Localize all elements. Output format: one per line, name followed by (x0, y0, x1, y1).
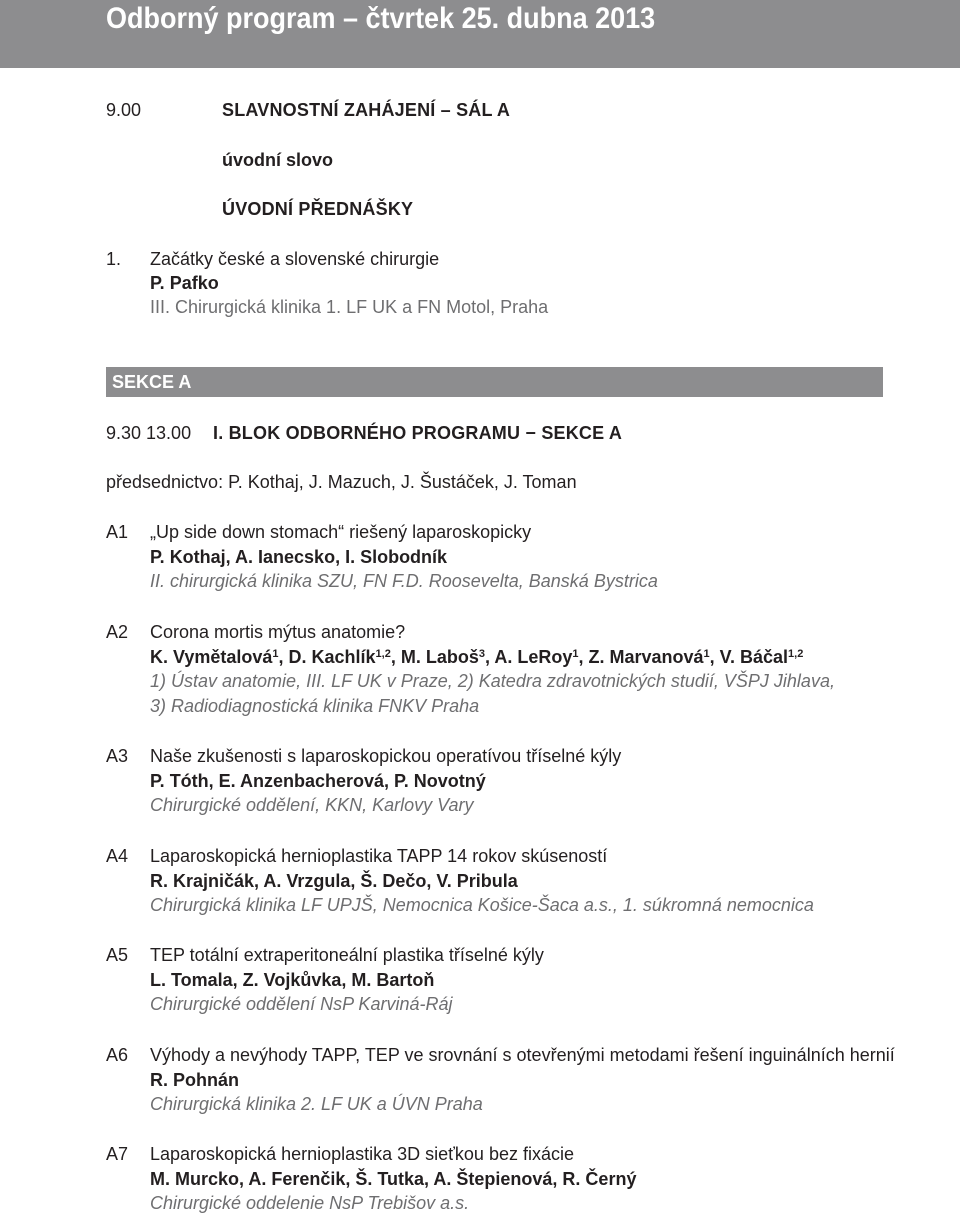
presentation-authors: R. Krajničák, A. Vrzgula, Š. Dečo, V. Pribula (150, 870, 518, 891)
opening-time: 9.00 (106, 100, 142, 120)
presentation-authors: K. Vymětalová$^1$, D. Kachlík$^{1,2}$, M. Laboš$^3$, A. LeRoy$^1$, Z. Marvanová$^1$, V. Báčal$^{1,2}$ (150, 646, 804, 667)
lecture-author: P. Pafko (150, 273, 219, 293)
presentation-item (150, 744, 621, 818)
presentation-id: A3 (106, 746, 129, 766)
presentation-title: Corona mortis mýtus anatomie? (150, 622, 406, 642)
page-title: Odborný program – čtvrtek 25. dubna 2013 (106, 2, 656, 35)
presentation-title: „Up side down stomach“ riešený laparoskopicky (150, 522, 532, 542)
section-bar (106, 367, 883, 397)
presentation-authors: R. Pohnán (150, 1069, 239, 1090)
lecture-number: 1. (106, 249, 122, 269)
opening-speech: úvodní slovo (222, 150, 334, 170)
presentation-id: A5 (106, 945, 129, 965)
presentation-affiliation: Chirurgické oddělení NsP Karviná-Ráj (150, 994, 453, 1014)
presentation-authors: P. Kothaj, A. Ianecsko, I. Slobodník (150, 546, 448, 567)
section-time: 9.30 13.00 (106, 423, 192, 443)
presentation-authors: M. Murcko, A. Ferenčik, Š. Tutka, A. Štepienová, R. Černý (150, 1168, 637, 1189)
presentation-affiliation: 3) Radiodiagnostická klinika FNKV Praha (150, 695, 480, 716)
presentation-affiliation: Chirurgické oddelenie NsP Trebišov a.s. (150, 1193, 470, 1213)
presentation-item (150, 1142, 636, 1216)
lectures-heading: ÚVODNÍ PŘEDNÁŠKY (222, 199, 414, 219)
presentation-title: Naše zkušenosti s laparoskopickou operatívou tříselné kýly (150, 746, 622, 766)
presentation-affiliation: Chirurgická klinika 2. LF UK a ÚVN Praha (150, 1094, 483, 1114)
presentation-affiliation: II. chirurgická klinika SZU, FN F.D. Roosevelta, Banská Bystrica (150, 571, 658, 591)
presentation-item (150, 844, 814, 918)
presentation-item (150, 620, 835, 718)
presentation-affiliation: Chirurgické oddělení, KKN, Karlovy Vary (150, 795, 474, 815)
presentation-item (150, 943, 544, 1017)
presentation-title: Výhody a nevýhody TAPP, TEP ve srovnání s otevřenými metodami řešení inguinálních hernií (150, 1045, 895, 1065)
presentation-item (150, 520, 658, 594)
presentation-title: TEP totální extraperitoneální plastika tříselné kýly (150, 945, 544, 965)
section-label: SEKCE A (112, 372, 192, 392)
presentation-affiliation: Chirurgická klinika LF UPJŠ, Nemocnica Košice-Šaca a.s., 1. súkromná nemocnica (150, 895, 814, 915)
presentation-id: A1 (106, 522, 129, 542)
opening-title: SLAVNOSTNÍ ZAHÁJENÍ – SÁL A (222, 100, 511, 120)
presentation-id: A4 (106, 846, 129, 866)
page-header (0, 0, 960, 68)
presentation-authors: P. Tóth, E. Anzenbacherová, P. Novotný (150, 770, 486, 791)
presentation-id: A6 (106, 1045, 129, 1065)
chairs: předsednictvo: P. Kothaj, J. Mazuch, J. Šustáček, J. Toman (106, 472, 577, 492)
presentation-item (150, 1043, 895, 1117)
presentation-id: A2 (106, 622, 129, 642)
presentation-id: A7 (106, 1144, 129, 1164)
block-title: I. BLOK ODBORNÉHO PROGRAMU − SEKCE A (213, 423, 623, 443)
presentation-authors: L. Tomala, Z. Vojkůvka, M. Bartoň (150, 969, 435, 990)
presentation-affiliation: 1) Ústav anatomie, III. LF UK v Praze, 2) Katedra zdravotnických studií, VŠPJ Jihlava, (150, 671, 835, 691)
lecture-affiliation: III. Chirurgická klinika 1. LF UK a FN Motol, Praha (150, 297, 549, 317)
presentation-title: Laparoskopická hernioplastika TAPP 14 rokov skúseností (150, 846, 608, 866)
presentation-title: Laparoskopická hernioplastika 3D sieťkou bez fixácie (150, 1144, 574, 1164)
lecture-title: Začátky české a slovenské chirurgie (150, 249, 440, 269)
